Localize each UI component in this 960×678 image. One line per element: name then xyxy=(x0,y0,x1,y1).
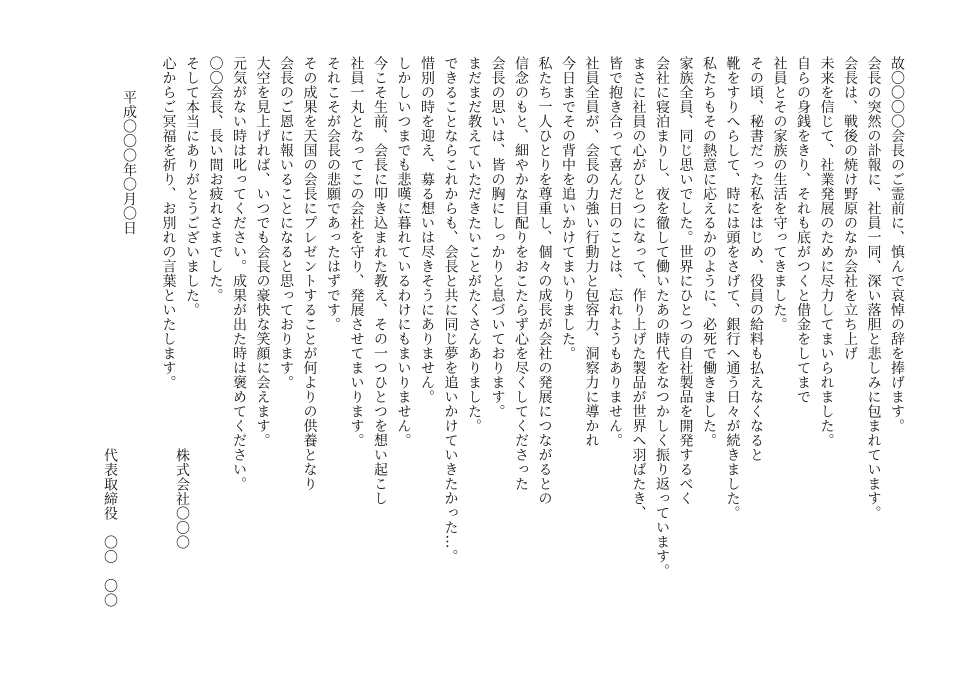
body-line: 心からご冥福を祈り、お別れの言葉といたします。 xyxy=(160,56,177,390)
body-line: 私たち一人ひとりを尊重し、個々の成長が会社の発展につながるとの xyxy=(536,56,553,506)
body-line: 元気がない時は叱ってください。成果が出た時は褒めてください。 xyxy=(231,56,247,491)
representative-name: 代表取締役 〇〇 〇〇 xyxy=(102,448,118,608)
body-line: まさに社員の心がひとつになって、作り上げた製品が世界へ羽ばたき、 xyxy=(630,56,647,520)
body-line: 会長の突然の訃報に、社員一同、深い落胆と悲しみに包まれています。 xyxy=(865,56,882,520)
body-line: その成果を天国の会長にプレゼントすることが何よりの供養となり xyxy=(301,56,318,491)
body-line: それこそが会長の悲願であったはずです。 xyxy=(325,56,341,332)
body-line: 故〇〇〇〇会長のご霊前に、慎んで哀悼の辞を捧げます。 xyxy=(889,56,905,433)
body-line: 今日までその背中を追いかけてまいりました。 xyxy=(560,56,576,361)
body-line: 会長のご恩に報いることになると思っております。 xyxy=(278,56,294,390)
body-line: 未来を信じて、社業発展のために尽力してまいられました。 xyxy=(818,56,835,448)
body-line: 信念のもと、細やかな目配りをおこたらず心を尽くしてくださった xyxy=(513,56,529,491)
body-line: 皆で抱き合って喜んだ日のことは、忘れようもありません。 xyxy=(607,56,623,448)
body-line: 自らの身銭をきり、それも底がつくと借金をしてまで xyxy=(795,56,811,404)
body-line: 会社に寝泊まりし、夜を徹して働いたあの時代をなつかしく振り返っています。 xyxy=(654,56,670,578)
body-line: しかしいつまでも悲嘆に暮れているわけにもまいりません。 xyxy=(395,56,412,448)
body-line: 会長は、戦後の焼け野原のなか会社を立ち上げ xyxy=(842,56,858,361)
body-line: 社員一丸となってこの会社を守り、発展させてまいります。 xyxy=(348,56,365,448)
letter-date: 平成〇〇〇年〇月〇日 xyxy=(121,90,137,235)
body-line: 社員とその家族の生活を守ってきました。 xyxy=(771,56,788,332)
body-line: まだまだ教えていただきたいことがたくさんありました。 xyxy=(466,56,482,433)
body-line: 家族全員、同じ思いでした。世界にひとつの自社製品を開発するべく xyxy=(677,56,694,506)
body-line: 大空を見上げれば、いつでも会長の豪快な笑顔に会えます。 xyxy=(254,56,271,448)
signature-block xyxy=(50,448,242,608)
body-line: 私たちもその熱意に応えるかのように、必死で働きました。 xyxy=(701,56,717,448)
body-line: 今こそ生前、会長に叩き込まれた教え、その一つひとつを想い起こし xyxy=(372,56,388,506)
body-line: そして本当にありがとうございました。 xyxy=(184,56,200,317)
company-name: 株式会社〇〇〇 xyxy=(174,448,190,550)
body-line: 社員全員が、会長の力強い行動力と包容力、洞察力に導かれ xyxy=(583,56,600,448)
body-line: できることならこれからも、会長と共に同じ夢を追いかけていきたかった…。 xyxy=(442,56,459,564)
body-line: 惜別の時を迎え、募る想いは尽きそうにありません。 xyxy=(419,56,435,404)
body-line: 靴をすりへらして、時には頭をさげて、銀行へ通う日々が続きました。 xyxy=(724,56,741,520)
body-line: 会長の思いは、皆の胸にしっかりと息づいております。 xyxy=(489,56,506,419)
body-line: 〇〇会長、長い間お疲れさまでした。 xyxy=(207,56,224,303)
body-line: その頃、秘書だった私をはじめ、役員の給料も払えなくなると xyxy=(748,56,764,462)
